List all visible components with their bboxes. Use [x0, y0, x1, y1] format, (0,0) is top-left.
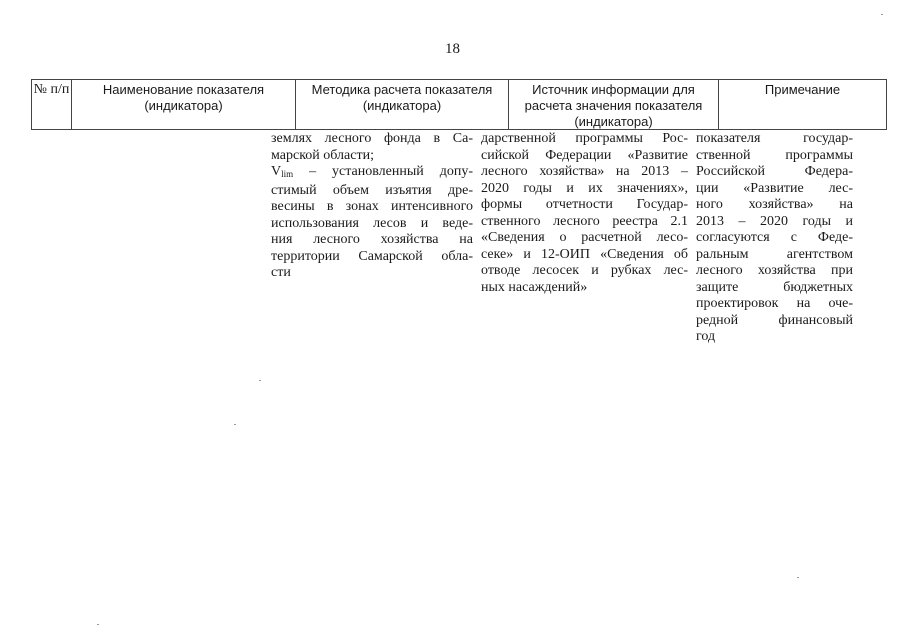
text-line: 2013 – 2020 годы и: [696, 213, 853, 229]
text-line: весины в зонах интенсивного: [271, 199, 473, 214]
scan-speck: [881, 14, 883, 15]
text-line: 2020 годы и их значениях»,: [481, 180, 688, 196]
text-line: год: [696, 329, 716, 344]
text-line: ного хозяйства» на: [696, 197, 853, 212]
cell-note: [696, 131, 853, 346]
text-line: землях лесного фонда в Са-: [271, 131, 473, 146]
text-line: лесного хозяйства при: [696, 263, 853, 278]
text-line: дарственной программы Рос-: [481, 131, 688, 146]
header-calculation-method: Методика расчета показателя (индикатора): [295, 79, 508, 130]
text-line: ных насаждений»: [481, 279, 588, 295]
header-number: № п/п: [31, 79, 71, 130]
scan-speck: [797, 577, 799, 578]
text-line: ственного лесного реестра 2.1: [481, 213, 688, 229]
text-line: марской области;: [271, 147, 374, 163]
cell-calculation-method: [271, 131, 473, 282]
text-line: использования лесов и веде-: [271, 215, 473, 231]
text-line: отводе лесосек и рубках лес-: [481, 263, 688, 278]
text-line: защите бюджетных: [696, 279, 853, 295]
header-indicator-name: Наименование показателя (индикатора): [71, 79, 295, 130]
text-line: ции «Развитие лес-: [696, 180, 853, 196]
header-note: Примечание: [718, 79, 887, 130]
cell-information-source: [481, 131, 688, 296]
scan-speck: [259, 380, 261, 381]
text-line: сийской Федерации «Развитие: [481, 147, 688, 163]
text-line: показателя государ-: [696, 131, 853, 146]
text-line: стимый объем изъятия дре-: [271, 182, 473, 198]
text-line: ральным агентством: [696, 246, 853, 262]
text-line: сти: [271, 265, 291, 280]
text-line: лесного хозяйства» на 2013 –: [481, 164, 688, 179]
scan-speck: [234, 424, 236, 425]
text-line: ния лесного хозяйства на: [271, 232, 473, 247]
text-line: Российской Федера-: [696, 164, 853, 179]
text-line: формы отчетности Государ-: [481, 197, 688, 212]
header-information-source: Источник информации для расчета значения показателя (индикатора): [508, 79, 718, 130]
text-line: секе» и 12-ОИП «Сведения об: [481, 246, 688, 262]
text-line: ственной программы: [696, 147, 853, 163]
text-line: $V_{lim}$ – установленный допу-: [271, 164, 473, 179]
text-line: проектировок на оче-: [696, 296, 853, 311]
scan-speck: [97, 624, 99, 625]
text-line: согласуются с Феде-: [696, 230, 853, 245]
text-line: «Сведения о расчетной лесо-: [481, 230, 688, 245]
text-line: территории Самарской обла-: [271, 248, 473, 264]
text-line: редной финансовый: [696, 312, 853, 328]
page-number: 18: [445, 41, 460, 57]
